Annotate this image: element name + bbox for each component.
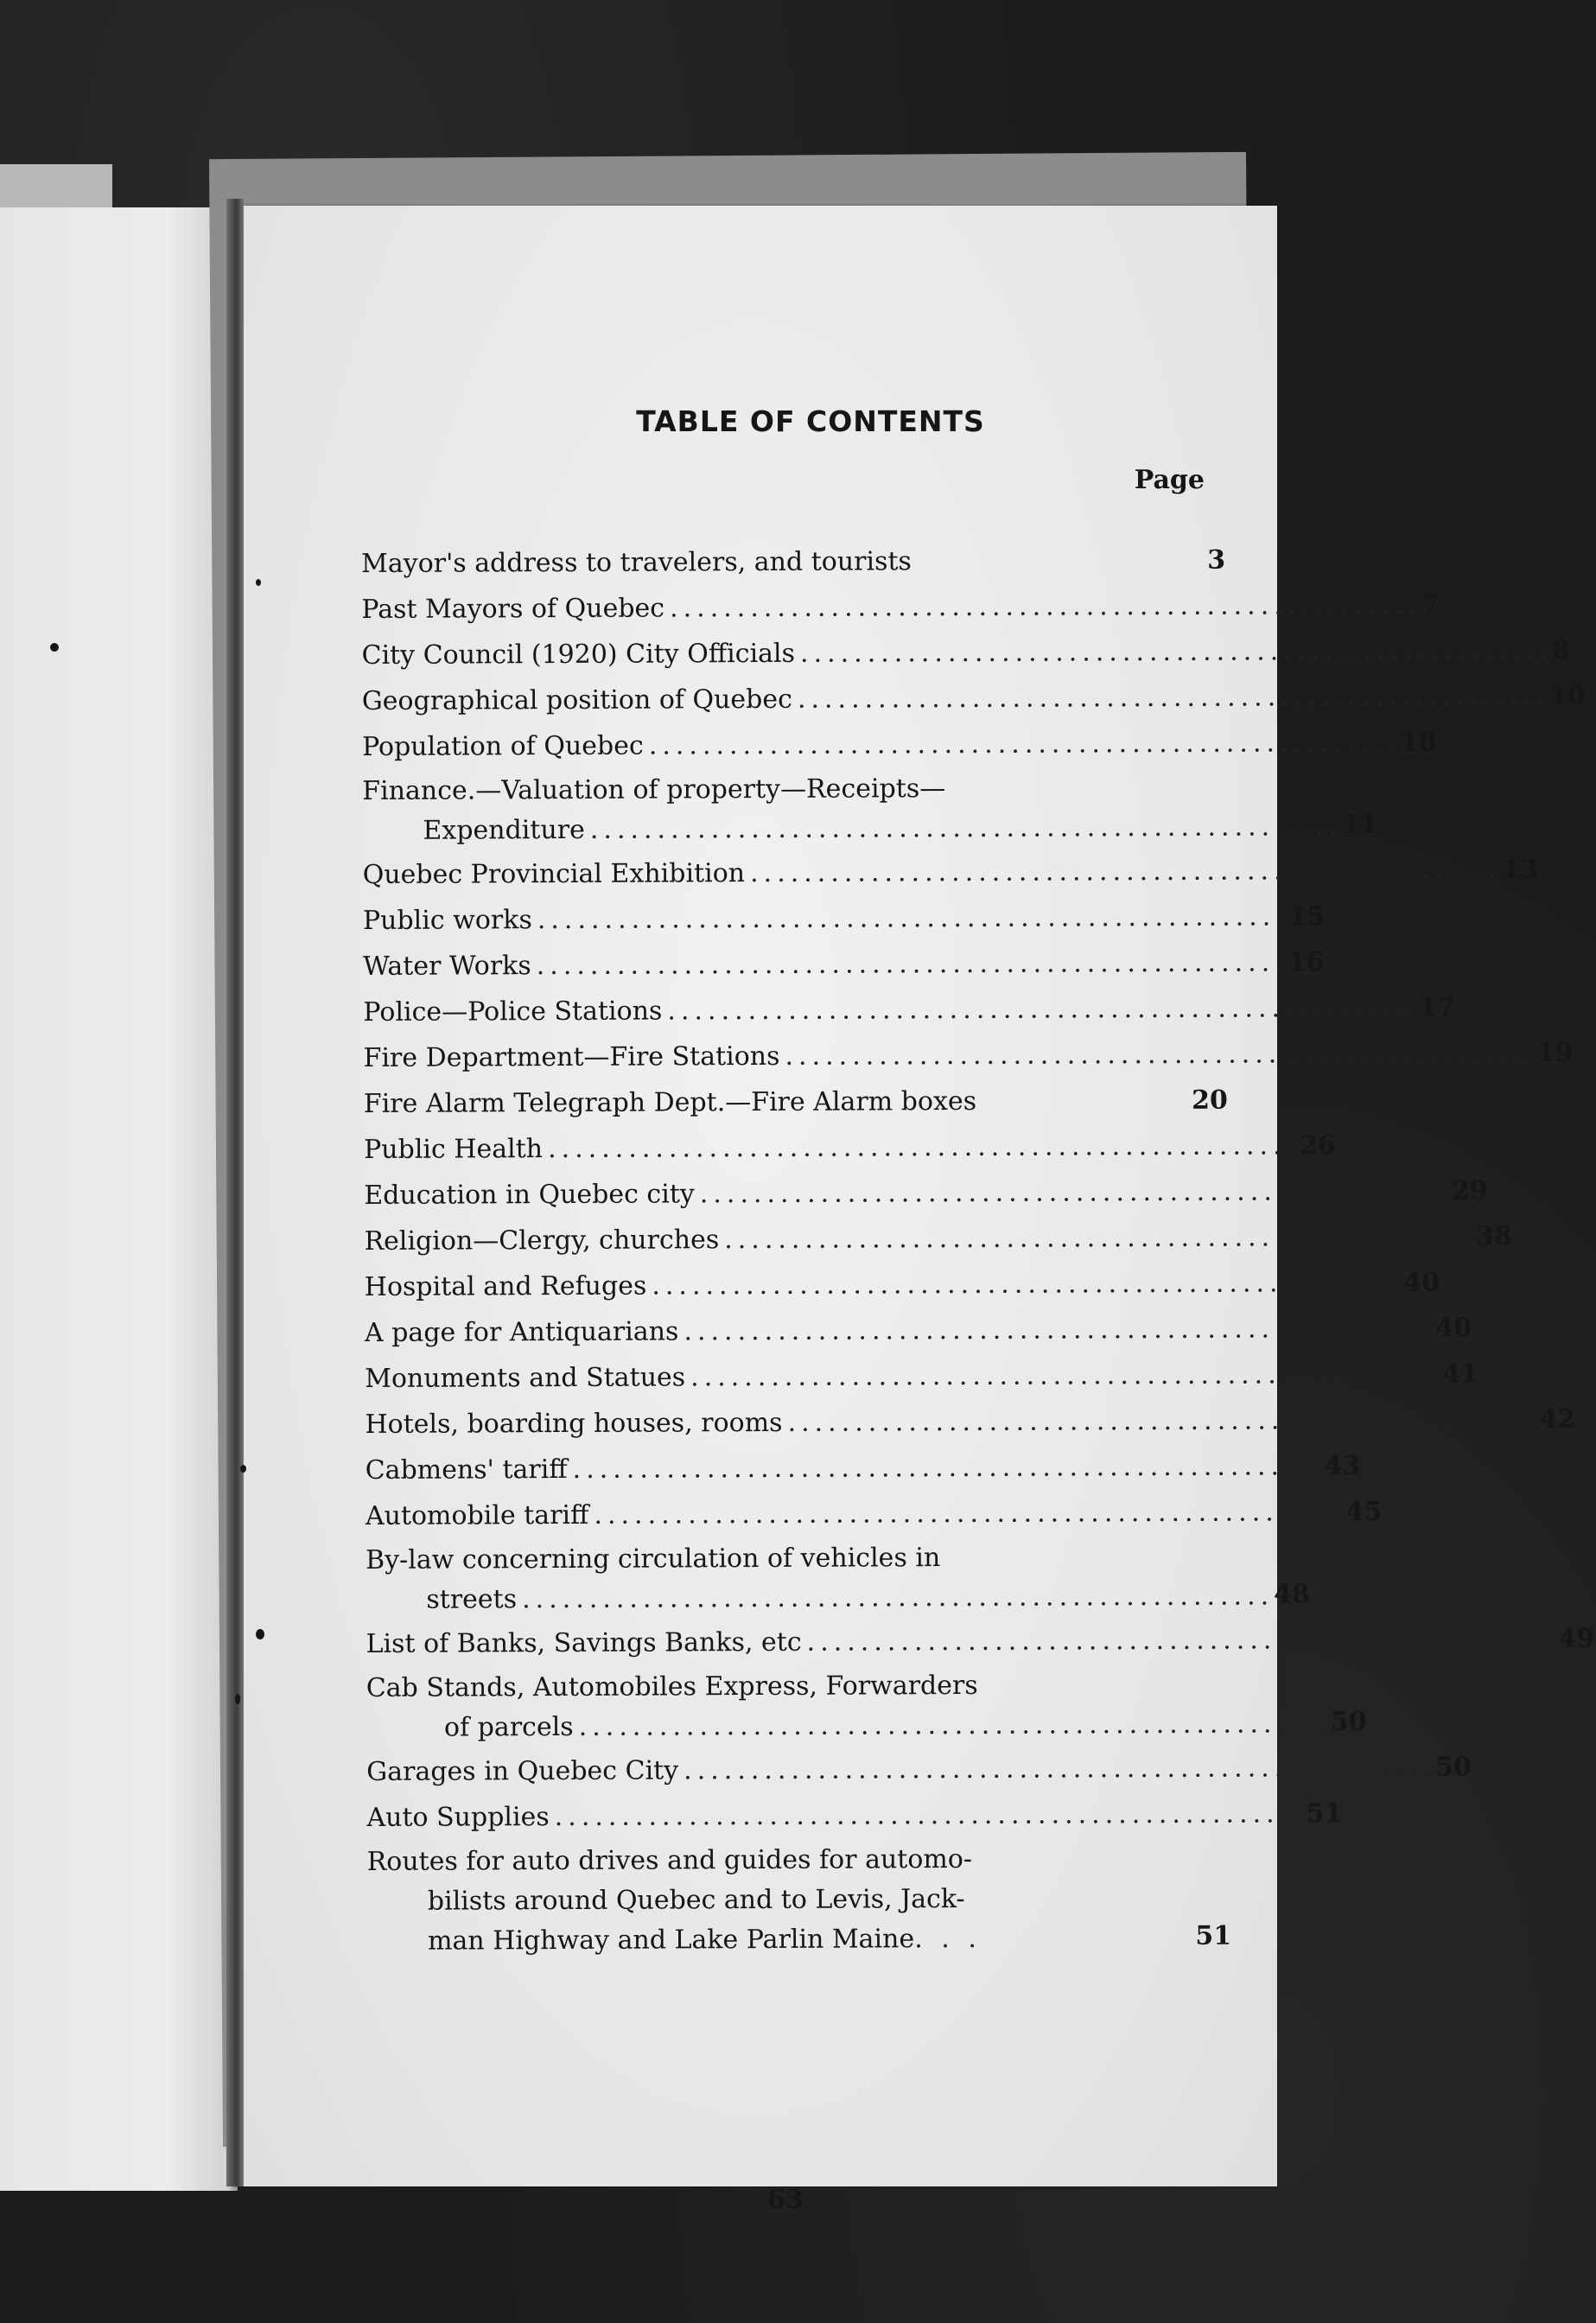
toc-entry-page: 40 bbox=[1403, 1267, 1440, 1298]
book-spine bbox=[226, 199, 244, 2186]
toc-entry bbox=[363, 1034, 1574, 1083]
toc-entry-page: 26 bbox=[1300, 1130, 1336, 1162]
dot-leader: ........................................................ bbox=[648, 727, 1401, 761]
toc-entry bbox=[362, 896, 1326, 945]
toc-entry-title: Water Works bbox=[363, 951, 531, 982]
toc-entry-title: Cabmens' tariff bbox=[365, 1454, 568, 1486]
page-number: 63 bbox=[767, 2185, 804, 2215]
dot-leader: ........................................................ bbox=[554, 1798, 1307, 1833]
dot-leader: ........................................................ bbox=[548, 1130, 1300, 1165]
toc-entry-title: Police—Police Stations bbox=[363, 996, 663, 1028]
toc-entry-page: 49 bbox=[1558, 1623, 1595, 1654]
toc-entry bbox=[366, 1793, 1343, 1842]
toc-entry-title: Garages in Quebec City bbox=[366, 1755, 679, 1787]
toc-entry bbox=[365, 1446, 1361, 1495]
toc-entry-page: 7 bbox=[1421, 589, 1440, 621]
toc-entry-page: 11 bbox=[1341, 809, 1378, 841]
toc-entry-title: Religion—Clergy, churches bbox=[364, 1225, 720, 1257]
toc-entry-page: 20 bbox=[1191, 1085, 1228, 1116]
toc-entry-page: 40 bbox=[1435, 1313, 1472, 1344]
dot-leader: ........................................................ bbox=[724, 1221, 1477, 1256]
dot-leader: ........................................................ bbox=[669, 589, 1422, 624]
dot-leader: ........................................................ bbox=[785, 1038, 1537, 1072]
toc-entry bbox=[361, 631, 1570, 680]
ink-speck bbox=[256, 579, 261, 586]
toc-entry-title: By-law concerning circulation of vehicles in bbox=[366, 1543, 941, 1575]
toc-entry bbox=[364, 1079, 1228, 1129]
toc-entry-title: Fire Alarm Telegraph Dept.—Fire Alarm boxes bbox=[363, 1085, 977, 1119]
book-page bbox=[232, 206, 1595, 2215]
toc-entry-title-continued: of parcels bbox=[443, 1711, 574, 1743]
toc-entry bbox=[366, 1620, 1595, 1669]
dot-leader: ........................................................ bbox=[572, 1451, 1325, 1485]
dot-leader: ........................................................ bbox=[522, 1581, 1275, 1615]
page-column-heading: Page bbox=[1134, 465, 1205, 495]
dot-leader: . . bbox=[927, 1923, 982, 1955]
toc-entry-title-continued: streets bbox=[426, 1584, 518, 1615]
toc-entry-title: Monuments and Statues bbox=[365, 1362, 686, 1394]
toc-entry bbox=[361, 677, 1586, 726]
dot-leader: ........................................................ bbox=[684, 1313, 1436, 1347]
toc-title: TABLE OF CONTENTS bbox=[636, 404, 985, 438]
toc-entry-page: 8 bbox=[1551, 634, 1570, 665]
toc-entry-page: 45 bbox=[1345, 1496, 1383, 1528]
dot-leader: ........................................................ bbox=[537, 901, 1289, 936]
toc-entry-title: Fire Department—Fire Stations bbox=[363, 1041, 780, 1073]
toc-entry-title-continued: Expenditure bbox=[423, 814, 585, 846]
ink-speck bbox=[50, 643, 59, 652]
toc-entries bbox=[361, 539, 1595, 1964]
toc-entry bbox=[367, 1839, 1232, 1964]
toc-entry bbox=[361, 539, 1225, 589]
dot-leader: ........................................................ bbox=[578, 1709, 1331, 1742]
toc-entry-page: 41 bbox=[1442, 1359, 1478, 1390]
toc-entry-title: Geographical position of Quebec bbox=[361, 684, 792, 716]
toc-entry-title: Public works bbox=[362, 905, 532, 936]
ink-speck bbox=[240, 1465, 246, 1473]
toc-content bbox=[361, 396, 1595, 2215]
dot-leader: ........................................................ bbox=[667, 992, 1420, 1027]
toc-entry-title: Finance.—Valuation of property—Receipts— bbox=[362, 773, 946, 806]
dot-leader: ........................................................ bbox=[536, 947, 1288, 982]
toc-entry-page: 10 bbox=[1400, 727, 1437, 758]
toc-entry-title: Auto Supplies bbox=[366, 1802, 550, 1833]
toc-entry-page: 51 bbox=[1195, 1920, 1232, 1951]
toc-entry bbox=[364, 1171, 1488, 1220]
toc-entry-page: 16 bbox=[1288, 947, 1325, 978]
toc-entry-title: Cab Stands, Automobiles Express, Forwarders bbox=[366, 1670, 978, 1703]
toc-entry-page: 3 bbox=[1207, 544, 1226, 576]
toc-entry-page: 50 bbox=[1330, 1706, 1367, 1738]
toc-entry bbox=[366, 1747, 1472, 1797]
toc-entry-title: Hospital and Refuges bbox=[364, 1270, 647, 1302]
ink-speck bbox=[235, 1694, 240, 1704]
toc-entry-title: Quebec Provincial Exhibition bbox=[362, 858, 746, 890]
toc-entry-page: 42 bbox=[1539, 1403, 1576, 1435]
ink-speck bbox=[256, 1629, 264, 1639]
toc-entry bbox=[363, 988, 1456, 1037]
toc-entry bbox=[363, 942, 1325, 991]
toc-entry-title-continued: bilists around Quebec and to Levis, Jack- bbox=[427, 1883, 965, 1917]
dot-leader: ........................................................ bbox=[750, 855, 1503, 889]
toc-entry-page: 38 bbox=[1476, 1221, 1513, 1252]
dot-leader: ........................................................ bbox=[787, 1404, 1540, 1438]
toc-entry-title-continued: man Highway and Lake Parlin Maine. bbox=[427, 1924, 923, 1957]
dot-leader: ........................................................ bbox=[684, 1752, 1436, 1786]
toc-entry-page: 15 bbox=[1288, 901, 1326, 932]
toc-entry bbox=[365, 1492, 1383, 1541]
toc-entry-page: 50 bbox=[1435, 1752, 1472, 1783]
dot-leader: ........................................................ bbox=[652, 1267, 1404, 1302]
toc-entry bbox=[365, 1400, 1576, 1449]
toc-entry-title: Routes for auto drives and guides for automo- bbox=[366, 1843, 973, 1877]
dot-leader: ........................................................ bbox=[589, 811, 1342, 845]
toc-entry-title: City Council (1920) City Officials bbox=[361, 638, 796, 671]
toc-entry-title: Past Mayors of Quebec bbox=[361, 593, 665, 625]
toc-entry-page: 51 bbox=[1306, 1798, 1343, 1830]
toc-entry bbox=[362, 768, 1378, 854]
dot-leader: ........................................................ bbox=[806, 1623, 1559, 1658]
dot-leader: ........................................................ bbox=[699, 1175, 1452, 1210]
left-page bbox=[0, 207, 238, 2191]
dot-leader: ........................................................ bbox=[690, 1359, 1443, 1393]
toc-entry bbox=[364, 1263, 1440, 1312]
toc-entry bbox=[361, 585, 1440, 634]
toc-entry-page: 19 bbox=[1536, 1037, 1574, 1069]
toc-entry bbox=[366, 1665, 1367, 1751]
dot-leader: ........................................................ bbox=[799, 634, 1553, 669]
toc-entry bbox=[364, 1308, 1472, 1358]
toc-entry bbox=[364, 1217, 1513, 1266]
toc-entry-title: List of Banks, Savings Banks, etc bbox=[366, 1626, 802, 1659]
toc-entry-title: Mayor's address to travelers, and tourists bbox=[361, 546, 912, 579]
toc-entry bbox=[362, 850, 1538, 900]
toc-entry-page: 43 bbox=[1324, 1450, 1361, 1482]
toc-entry-page: 29 bbox=[1451, 1175, 1488, 1206]
toc-entry-page: 13 bbox=[1502, 855, 1538, 886]
toc-entry bbox=[361, 722, 1437, 772]
toc-entry-title: Hotels, boarding houses, rooms bbox=[365, 1407, 783, 1440]
dot-leader: ........................................................ bbox=[594, 1497, 1346, 1531]
toc-entry bbox=[365, 1354, 1478, 1403]
toc-entry-page: 10 bbox=[1548, 680, 1586, 712]
toc-entry-title: Automobile tariff bbox=[365, 1499, 589, 1531]
toc-entry-title: Education in Quebec city bbox=[364, 1179, 695, 1211]
toc-entry bbox=[366, 1537, 1310, 1623]
dot-leader: ........................................................ bbox=[797, 681, 1550, 715]
toc-entry bbox=[363, 1125, 1336, 1174]
toc-entry-title: Population of Quebec bbox=[361, 730, 644, 762]
toc-entry-page: 48 bbox=[1274, 1579, 1310, 1610]
toc-entry-page: 17 bbox=[1419, 992, 1456, 1023]
toc-entry-title: Public Health bbox=[363, 1134, 544, 1165]
toc-entry-title: A page for Antiquarians bbox=[364, 1316, 679, 1348]
